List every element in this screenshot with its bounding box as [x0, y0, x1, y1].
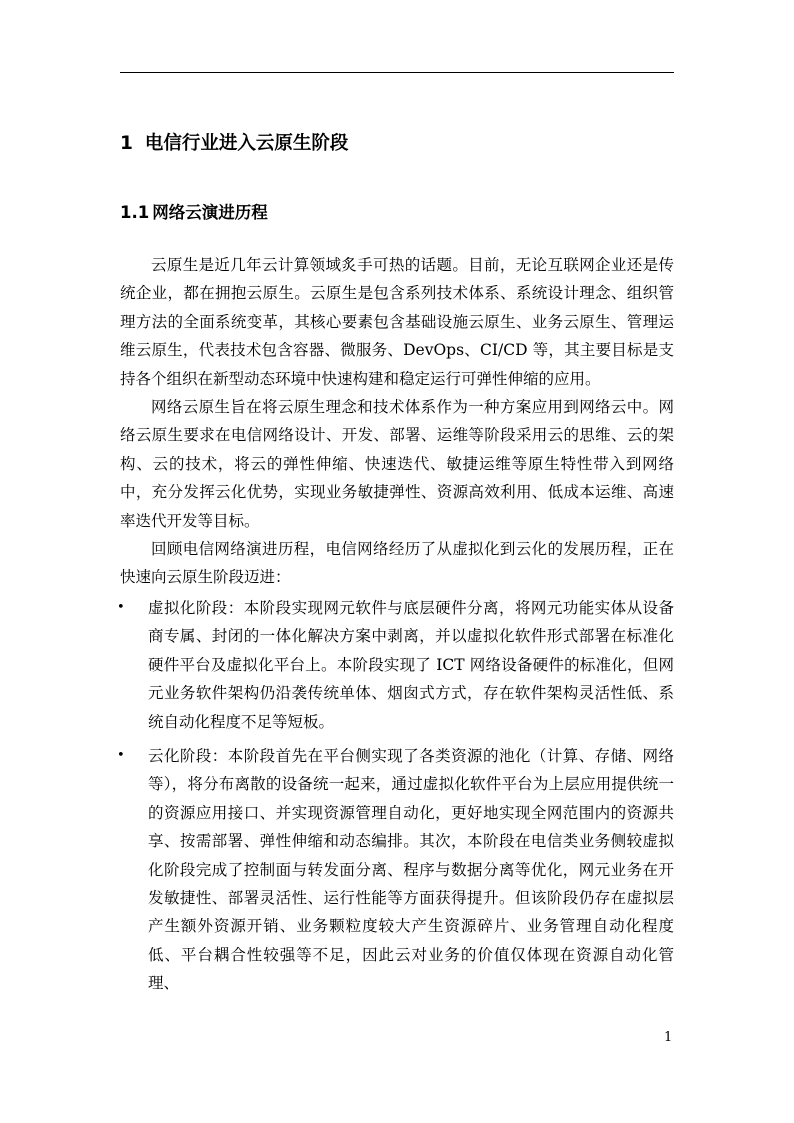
- header-rule: [120, 72, 674, 73]
- chapter-title: 电信行业进入云原生阶段: [144, 133, 349, 154]
- body-text: [117, 251, 674, 998]
- list-item-text: 云化阶段：本阶段首先在平台侧实现了各类资源的池化（计算、存储、网络等），将分布离散的设备统一起来，通过虚拟化软件平台为上层应用提供统一的资源应用接口、并实现资源管理自动化，更好地实现全网范围内的资源共享、按需部署、弹性伸缩和动态编排。其次，本阶段在电信类业务侧较虚拟化阶段完成了控制面与转发面分离、程序与数据分离等优化，网元业务在开发敏捷性、部署灵活性、运行性能等方面获得提升。但该阶段仍存在虚拟层产生额外资源开销、业务颗粒度较大产生资源碎片、业务管理自动化程度低、平台耦合性较强等不足，因此云对业务的价值仅体现在资源自动化管理、: [148, 746, 674, 993]
- paragraph: 回顾电信网络演进历程，电信网络经历了从虚拟化到云化的发展历程，正在快速向云原生阶段迈进：: [120, 540, 674, 587]
- section-title: 网络云演进历程: [152, 203, 268, 222]
- list-item-text: 虚拟化阶段：本阶段实现网元软件与底层硬件分离，将网元功能实体从设备商专属、封闭的一体化解决方案中剥离，并以虚拟化软件形式部署在标准化硬件平台及虚拟化平台上。本阶段实现了 ICT 网络设备硬件的标准化，但网元业务软件架构仍沿袭传统单体、烟囱式方式，存在软件架构灵活性低、系统自动化程度不足等短板。: [148, 598, 674, 731]
- section-heading: [120, 201, 268, 225]
- list-item: [117, 594, 674, 736]
- bullet-list: [117, 594, 674, 998]
- page-number: 1: [664, 1030, 673, 1045]
- bullet-icon: •: [117, 599, 125, 615]
- chapter-number: 1: [120, 133, 133, 154]
- paragraph: 网络云原生旨在将云原生理念和技术体系作为一种方案应用到网络云中。网络云原生要求在电信网络设计、开发、部署、运维等阶段采用云的思维、云的架构、云的技术，将云的弹性伸缩、快速迭代、敏捷运维等原生特性带入到网络中，充分发挥云化优势，实现业务敏捷弹性、资源高效利用、低成本运维、高速率迭代开发等目标。: [120, 398, 674, 530]
- paragraph: 云原生是近几年云计算领域炙手可热的话题。目前，无论互联网企业还是传统企业，都在拥抱云原生。云原生是包含系列技术体系、系统设计理念、组织管理方法的全面系统变革，其核心要素包含基础设施云原生、业务云原生、管理运维云原生，代表技术包含容器、微服务、DevOps、CI/CD 等，其主要目标是支持各个组织在新型动态环境中快速构建和稳定运行可弹性伸缩的应用。: [120, 256, 674, 388]
- chapter-heading: [120, 131, 348, 157]
- bullet-icon: •: [117, 747, 125, 763]
- section-number: 1.1: [120, 203, 150, 222]
- list-item: [117, 742, 674, 998]
